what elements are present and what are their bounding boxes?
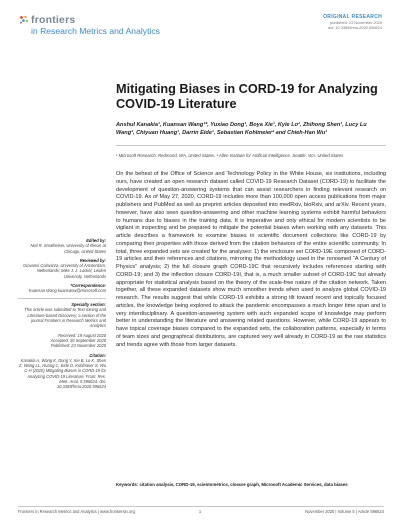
sidebar-published-date: Published: 23 November 2020 — [50, 343, 106, 349]
doi-link[interactable]: doi: 10.3389/frma.2020.596624 — [327, 25, 382, 30]
accepted-date: Accepted: 30 September 2020 — [50, 337, 106, 343]
keywords — [116, 482, 386, 488]
sidebar-divider — [18, 298, 106, 299]
reviewed-by-text: Giovanni Colavizza, University of Amsterdam, Netherlands; Mike J. J. Luckel, Leiden University, Netherlands — [23, 263, 106, 279]
edited-by-heading: Edited by: — [86, 238, 106, 243]
received-date: Received: 19 August 2020 — [58, 332, 106, 338]
abstract: On the behest of the Office of Science and Technology Policy in the White House, six institutions, including ours, have created an open research dataset called COVID-19 Research Dataset (CORD-19) to facilitate the development of question-answering systems that can assist researchers in finding relevant research on COVID-19. As of May 27, 2020, CORD-19 includes more than 100,000 open access publications from major publishers and PubMed as well as preprint articles deposited into medRxiv, bioRxiv, and arXiv. Recent years, however, have also seen question-answering and other machine learning systems exhibit harmful behaviors to humans due to biases in the training data. It is imperative and only ethical for modern scientists to be vigilant in inspecting and be prepared to mitigate the potential biases when working with any datasets. This article describes a framework to examine biases in scientific document collections like CORD-19 by comparing their properties with those derived from the citation behaviors of the entire scientific community. In total, three expanded sets are created for the analyses: 1) the enclosure set CORD-19E composed of CORD-19 articles and their references and citations, mirroring the methodology used in the renowned “A Century of Physics” analysis; 2) the full closure graph CORD-19C that recursively includes references starting with CORD-19; and 3) the inflection closure CORD-19I, that is, a much smaller subset of CORD-19C but already appropriate for statistical analysis based on the theory of the scale-free nature of the citation network. Taken together, all these expanded datasets show much smoother trends when used to analyze global COVID-19 research. The results suggest that while CORD-19 exhibits a strong tilt toward recent and topically focused articles, the knowledge being explored to attack the pandemic encompasses a much longer time span and is very interdisciplinary. A question-answering system with such expanded scope of knowledge may perform better in understanding the literature and answering related questions. However, while CORD-19 appears to have topical coverage biases compared to the expanded sets, the collaboration patterns, especially in terms of team sizes and geographical distributions, are captured very well already in CORD-19 as the raw statistics and trends agree with those from larger datasets. — [116, 171, 386, 348]
correspondence-heading: *Correspondence: — [70, 283, 106, 289]
article-type: ORIGINAL RESEARCH — [323, 14, 382, 20]
keywords-text: citation analysis, CORD-19, scientometrics, closure graph, Microsoft Academic Services, data biases — [139, 482, 348, 487]
specialty-heading: Specialty section: — [71, 302, 106, 308]
reviewed-by — [18, 258, 106, 279]
footer-divider — [18, 506, 384, 507]
article-header-meta — [222, 14, 382, 30]
footer-issue: November 2020 | Volume 5 | Article 596624 — [305, 509, 384, 514]
journal-name: in Research Metrics and Analytics — [31, 26, 160, 36]
journal-logo — [19, 14, 169, 44]
author-list: Anshul Kanakia¹, Kuansan Wang¹*, Yuxiao Dong¹, Boya Xie¹, Kyle Lo², Zhihong Shen¹, Lucy Lu Wang², Chiyuan Huang¹, Darrin Eide¹, Sebastian Kohlmeier² and Chieh-Han Wu¹ — [116, 122, 367, 136]
citation-heading: Citation: — [89, 352, 106, 358]
edited-by-text: Neil R. Smalheiser, University of Illinois at Chicago, United States — [30, 243, 106, 254]
footer-journal[interactable]: Frontiers in Research Metrics and Analytics | www.frontiersin.org — [18, 509, 135, 514]
divider — [116, 145, 386, 146]
correspondence-text[interactable]: Kuansan Wang kuansanw@microsoft.com — [28, 288, 106, 294]
affiliations: ¹ Microsoft Research, Redmond, WA, United States, ² Allen Institute for Artificial Intelligence, Seattle, WA, United States — [116, 153, 344, 158]
keywords-label: Keywords: — [116, 482, 139, 487]
specialty-section — [18, 302, 106, 328]
citation-text: Kanakia A, Wang K, Dong Y, Xie B, Lo K, Shen Z, Wang LL, Huang C, Eide D, Kohlmeier S, Wu C-H (2020) Mitigating Biases in CORD-19 for Analyzing COVID-19 Literature. Front. Res. Metr. Anal. 5:596624. doi: 10.3389/frma.2020.596624 — [18, 357, 106, 390]
reviewed-by-heading: Reviewed by: — [79, 257, 106, 263]
page-number: 1 — [198, 509, 202, 514]
citation — [18, 353, 106, 390]
edited-by — [18, 238, 106, 254]
correspondence — [18, 283, 106, 294]
published-date: published: 23 November 2020 — [330, 20, 382, 25]
specialty-text: This article was submitted to Text-mining and Literature-based Discovery, a section of the journal Frontiers in Research Metrics and Analytics — [24, 307, 106, 329]
dates — [18, 333, 106, 349]
frontiers-logo-icon — [19, 15, 29, 25]
article-title: Mitigating Biases in CORD-19 for Analyzing COVID-19 Literature — [116, 82, 378, 111]
journal-brand: frontiers — [31, 14, 76, 26]
article-sidebar — [18, 238, 106, 394]
